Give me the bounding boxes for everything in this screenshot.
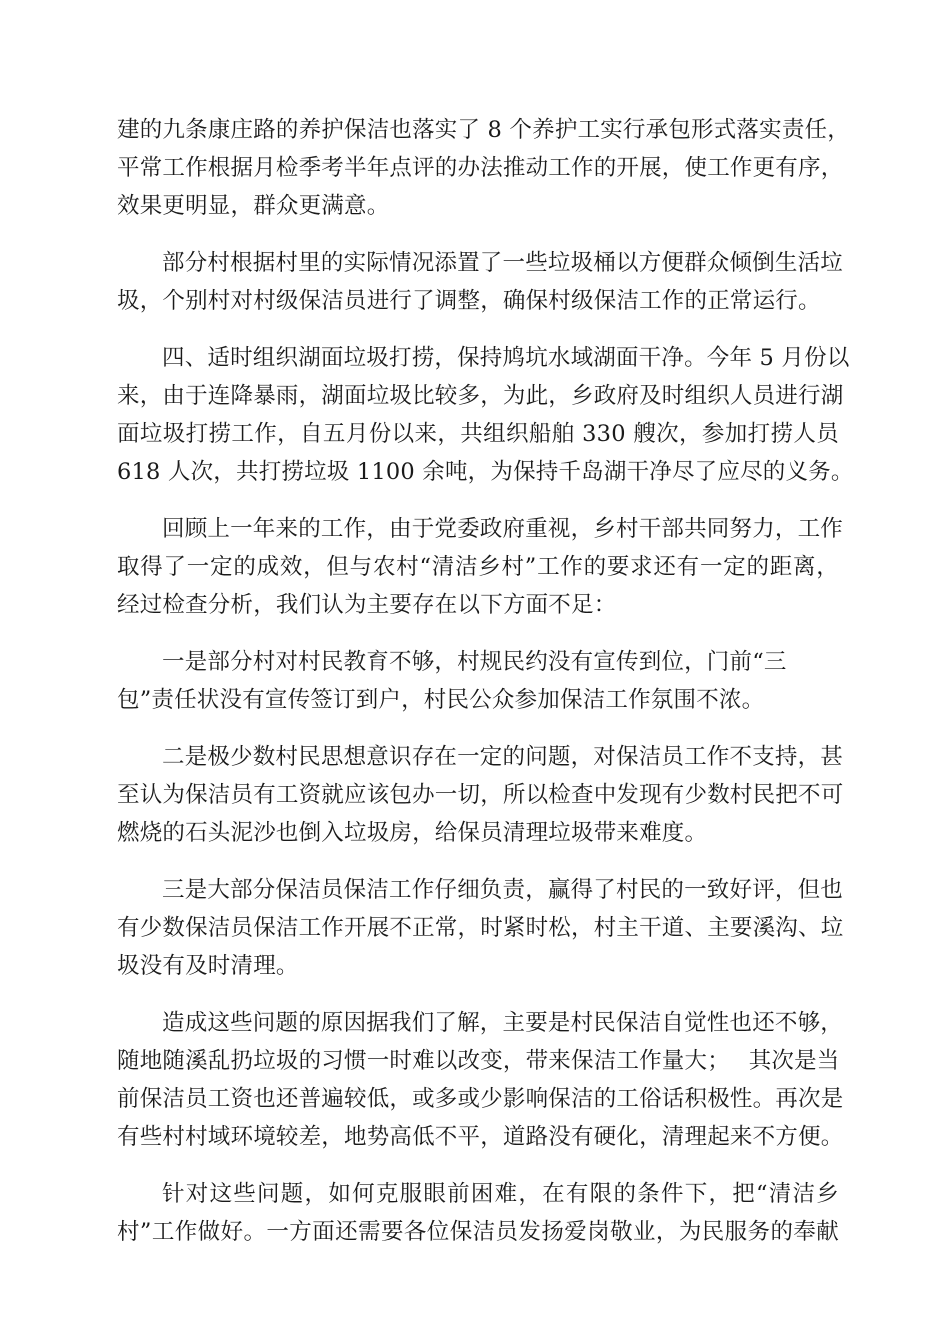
text-line: 一是部分村对村民教育不够，村规民约没有宣传到位，门前“三 [162, 649, 787, 675]
text-line: 三是大部分保洁员保洁工作仔细负责，赢得了村民的一致好评，但也 [162, 877, 844, 903]
text-line: 二是极少数村民思想意识存在一定的问题，对保洁员工作不支持，甚 [162, 744, 844, 770]
paragraph-4 [117, 510, 844, 624]
text-line: 燃烧的石头泥沙也倒入垃圾房，给保员清理垃圾带来难度。 [117, 820, 708, 846]
paragraph-7 [117, 871, 844, 985]
paragraph-8 [117, 1004, 844, 1156]
paragraph-3 [117, 339, 854, 491]
text-line: 有些村村域环境较差，地势高低不平，道路没有硬化，清理起来不方便。 [117, 1124, 844, 1150]
text-line: 造成这些问题的原因据我们了解，主要是村民保洁自觉性也还不够， [162, 1010, 844, 1036]
document-body [117, 111, 854, 1270]
text-line: 面垃圾打捞工作，自五月份以来，共组织船舶 330 艘次，参加打捞人员 [117, 421, 839, 447]
text-line: 回顾上一年来的工作，由于党委政府重视，乡村干部共同努力，工作 [162, 516, 844, 542]
text-line: 随地随溪乱扔垃圾的习惯一时难以改变，带来保洁工作量大； 其次是当 [117, 1048, 840, 1074]
text-line: 618 人次，共打捞垃圾 1100 余吨，为保持千岛湖干净尽了应尽的义务。 [117, 459, 854, 485]
text-line: 取得了一定的成效，但与农村“清洁乡村”工作的要求还有一定的距离， [117, 554, 839, 580]
text-line: 效果更明显，群众更满意。 [117, 193, 390, 219]
text-line: 平常工作根据月检季考半年点评的办法推动工作的开展，使工作更有序， [117, 155, 844, 181]
text-line: 村”工作做好。一方面还需要各位保洁员发扬爱岗敬业，为民服务的奉献 [117, 1219, 839, 1245]
text-line: 有少数保洁员保洁工作开展不正常，时紧时松，村主干道、主要溪沟、垃 [117, 915, 844, 941]
text-line: 圾没有及时清理。 [117, 953, 299, 979]
text-line: 建的九条康庄路的养护保洁也落实了 8 个养护工实行承包形式落实责任， [117, 117, 850, 143]
paragraph-1 [117, 111, 850, 225]
text-line: 针对这些问题，如何克服眼前困难，在有限的条件下，把“清洁乡 [162, 1181, 839, 1207]
text-line: 经过检查分析，我们认为主要存在以下方面不足： [117, 592, 617, 618]
text-line: 包”责任状没有宣传签订到户，村民公众参加保洁工作氛围不浓。 [117, 687, 765, 713]
text-line: 至认为保洁员有工资就应该包办一切，所以检查中发现有少数村民把不可 [117, 782, 844, 808]
text-line: 圾，个别村对村级保洁员进行了调整，确保村级保洁工作的正常运行。 [117, 288, 821, 314]
paragraph-5 [117, 643, 839, 719]
paragraph-6 [117, 738, 844, 852]
text-line: 部分村根据村里的实际情况添置了一些垃圾桶以方便群众倾倒生活垃 [162, 250, 844, 276]
text-line: 前保洁员工资也还普遍较低，或多或少影响保洁的工俗话积极性。再次是 [117, 1086, 844, 1112]
paragraph-9 [117, 1175, 839, 1251]
paragraph-2 [117, 244, 844, 320]
text-line: 来，由于连降暴雨，湖面垃圾比较多，为此，乡政府及时组织人员进行湖 [117, 383, 844, 409]
text-line: 四、适时组织湖面垃圾打捞，保持鸠坑水域湖面干净。今年 5 月份以 [162, 345, 850, 371]
